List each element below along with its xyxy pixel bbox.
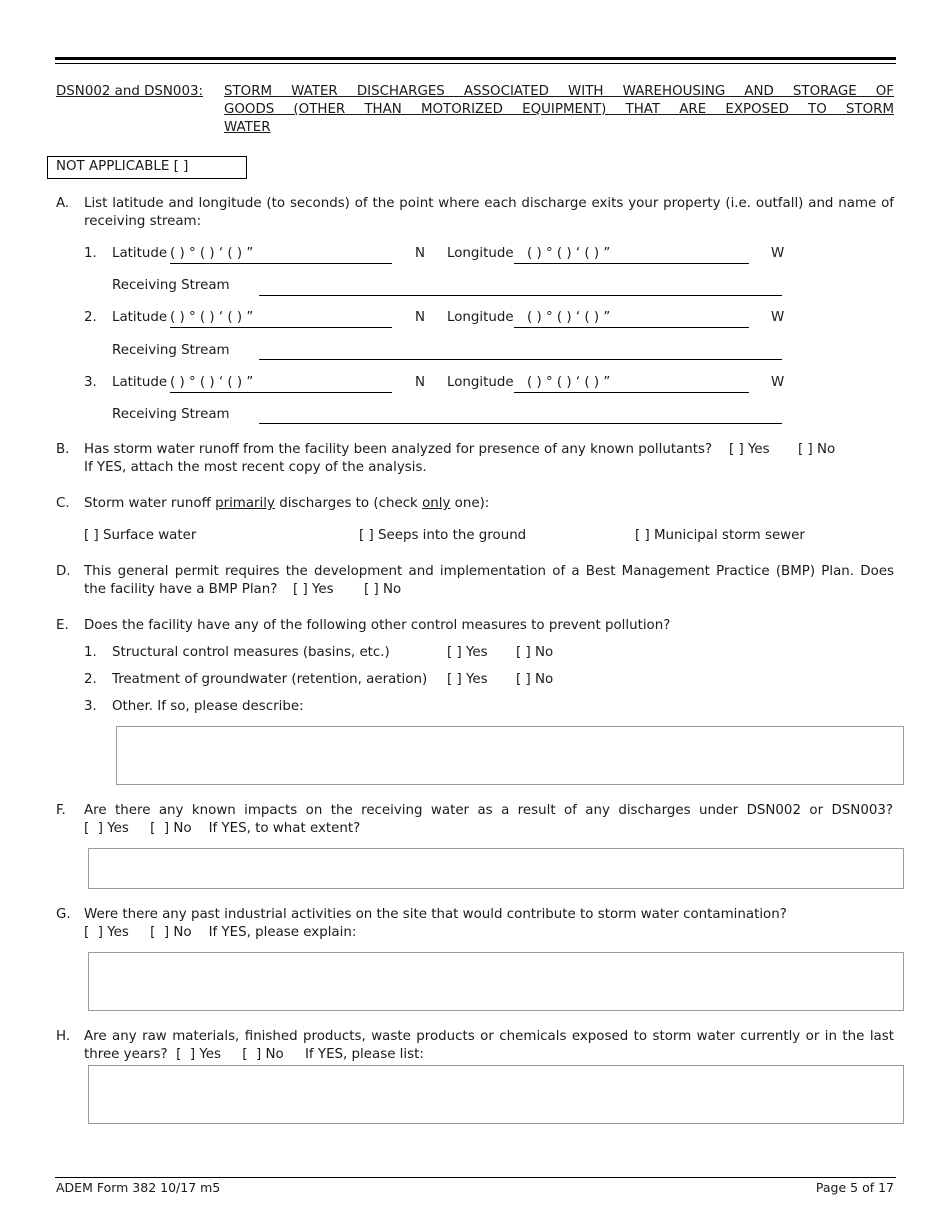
row-1-longitude-underline	[514, 263, 749, 264]
row-3-longitude-label: Longitude	[447, 375, 514, 390]
row-3-number: 3.	[84, 375, 97, 390]
section-f-letter: F.	[56, 803, 66, 818]
row-3-latitude-fields[interactable]: ( ) ° ( ) ‘ ( ) ”	[170, 375, 254, 390]
row-1-receiving-stream-field[interactable]	[259, 295, 782, 296]
dsn-label: DSN002 and DSN003:	[56, 84, 203, 99]
row-3-latitude-underline	[170, 392, 392, 393]
row-2-receiving-stream-field[interactable]	[259, 359, 782, 360]
section-a-letter: A.	[56, 196, 70, 211]
section-e-item-2-text: Treatment of groundwater (retention, aeration)	[112, 672, 428, 687]
section-f-question: Are there any known impacts on the receiving water as a result of any discharges under DSN002 or DSN003?	[84, 803, 893, 818]
section-e-item-2-number: 2.	[84, 672, 97, 687]
section-h-question: Are any raw materials, finished products, waste products or chemicals exposed to storm water currently or in the last	[84, 1029, 894, 1044]
section-h-letter: H.	[56, 1029, 71, 1044]
section-c-option-surface-water[interactable]: [ ] Surface water	[84, 528, 197, 543]
section-a-line-1: List latitude and longitude (to seconds) of the point where each discharge exits your property (i.e. outfall) and name of	[84, 196, 894, 211]
section-h-answer-line[interactable]: three years? [ ] Yes [ ] No If YES, please list:	[84, 1047, 424, 1062]
title-line-3: WATER	[224, 120, 271, 135]
section-e-question: Does the facility have any of the following other control measures to prevent pollution?	[84, 618, 671, 633]
section-c-letter: C.	[56, 496, 70, 511]
section-c-option-municipal-sewer[interactable]: [ ] Municipal storm sewer	[635, 528, 805, 543]
row-3-longitude-direction: W	[771, 375, 785, 390]
row-1-latitude-fields[interactable]: ( ) ° ( ) ‘ ( ) ”	[170, 246, 254, 261]
footer-form-id: ADEM Form 382 10/17 m5	[56, 1180, 221, 1195]
row-2-latitude-direction: N	[415, 310, 426, 325]
section-c-middle: discharges to (check	[274, 496, 423, 511]
row-2-latitude-label: Latitude	[112, 310, 168, 325]
section-f-extent-textbox[interactable]	[88, 848, 904, 889]
row-3-longitude-underline	[514, 392, 749, 393]
row-3-receiving-stream-label: Receiving Stream	[112, 407, 230, 422]
section-b-no-checkbox[interactable]: [ ] No	[798, 442, 836, 457]
section-e-item-1-text: Structural control measures (basins, etc.)	[112, 645, 390, 660]
section-e-item-1-yes-checkbox[interactable]: [ ] Yes	[447, 645, 488, 660]
row-2-number: 2.	[84, 310, 97, 325]
section-e-item-3-number: 3.	[84, 699, 97, 714]
footer-rule	[55, 1177, 896, 1178]
section-g-answer-line[interactable]: [ ] Yes [ ] No If YES, please explain:	[84, 925, 357, 940]
title-line-1: STORM WATER DISCHARGES ASSOCIATED WITH WAREHOUSING AND STORAGE OF	[224, 84, 894, 99]
row-1-latitude-label: Latitude	[112, 246, 168, 261]
row-2-latitude-underline	[170, 327, 392, 328]
section-c-suffix: one):	[450, 496, 490, 511]
section-d-yes-checkbox[interactable]: [ ] Yes	[293, 582, 334, 597]
row-1-longitude-label: Longitude	[447, 246, 514, 261]
section-b-yes-checkbox[interactable]: [ ] Yes	[729, 442, 770, 457]
row-2-longitude-fields[interactable]: ( ) ° ( ) ‘ ( ) ”	[527, 310, 611, 325]
section-e-item-3-text: Other. If so, please describe:	[112, 699, 304, 714]
section-g-letter: G.	[56, 907, 71, 922]
section-d-line-1: This general permit requires the development and implementation of a Best Management Practice (BMP) Plan. Does	[84, 564, 894, 579]
row-1-latitude-direction: N	[415, 246, 426, 261]
row-1-number: 1.	[84, 246, 97, 261]
footer-page-number: Page 5 of 17	[815, 1180, 894, 1195]
not-applicable-label: NOT APPLICABLE [ ]	[56, 159, 189, 174]
row-1-longitude-direction: W	[771, 246, 785, 261]
section-c-primarily: primarily	[215, 496, 275, 511]
section-h-list-textbox[interactable]	[88, 1065, 904, 1124]
not-applicable-box[interactable]	[47, 156, 247, 179]
section-f-answer-line[interactable]: [ ] Yes [ ] No If YES, to what extent?	[84, 821, 361, 836]
row-3-latitude-direction: N	[415, 375, 426, 390]
section-b-question: Has storm water runoff from the facility been analyzed for presence of any known pollutants?	[84, 442, 713, 457]
section-e-item-1-no-checkbox[interactable]: [ ] No	[516, 645, 554, 660]
row-3-longitude-fields[interactable]: ( ) ° ( ) ‘ ( ) ”	[527, 375, 611, 390]
row-2-latitude-fields[interactable]: ( ) ° ( ) ‘ ( ) ”	[170, 310, 254, 325]
row-1-latitude-underline	[170, 263, 392, 264]
row-2-longitude-direction: W	[771, 310, 785, 325]
row-3-receiving-stream-field[interactable]	[259, 423, 782, 424]
section-c-question	[84, 496, 489, 511]
row-1-longitude-fields[interactable]: ( ) ° ( ) ‘ ( ) ”	[527, 246, 611, 261]
section-b-instruction: If YES, attach the most recent copy of the analysis.	[84, 460, 427, 475]
section-e-describe-textbox[interactable]	[116, 726, 904, 785]
row-2-receiving-stream-label: Receiving Stream	[112, 343, 230, 358]
section-g-explain-textbox[interactable]	[88, 952, 904, 1011]
section-g-question: Were there any past industrial activities on the site that would contribute to storm water contamination?	[84, 907, 787, 922]
section-d-line-2: the facility have a BMP Plan?	[84, 582, 278, 597]
section-d-no-checkbox[interactable]: [ ] No	[364, 582, 402, 597]
section-e-letter: E.	[56, 618, 69, 633]
section-c-option-seeps-ground[interactable]: [ ] Seeps into the ground	[359, 528, 527, 543]
section-e-item-1-number: 1.	[84, 645, 97, 660]
row-2-longitude-underline	[514, 327, 749, 328]
section-d-letter: D.	[56, 564, 71, 579]
row-3-latitude-label: Latitude	[112, 375, 168, 390]
section-e-item-2-yes-checkbox[interactable]: [ ] Yes	[447, 672, 488, 687]
top-rule-thick	[55, 57, 896, 60]
section-a-line-2: receiving stream:	[84, 214, 202, 229]
section-c-prefix: Storm water runoff	[84, 496, 216, 511]
section-c-only: only	[422, 496, 451, 511]
section-b-letter: B.	[56, 442, 70, 457]
title-line-2: GOODS (OTHER THAN MOTORIZED EQUIPMENT) THAT ARE EXPOSED TO STORM	[224, 102, 894, 117]
section-e-item-2-no-checkbox[interactable]: [ ] No	[516, 672, 554, 687]
row-1-receiving-stream-label: Receiving Stream	[112, 278, 230, 293]
top-rule-thin	[55, 63, 896, 64]
row-2-longitude-label: Longitude	[447, 310, 514, 325]
